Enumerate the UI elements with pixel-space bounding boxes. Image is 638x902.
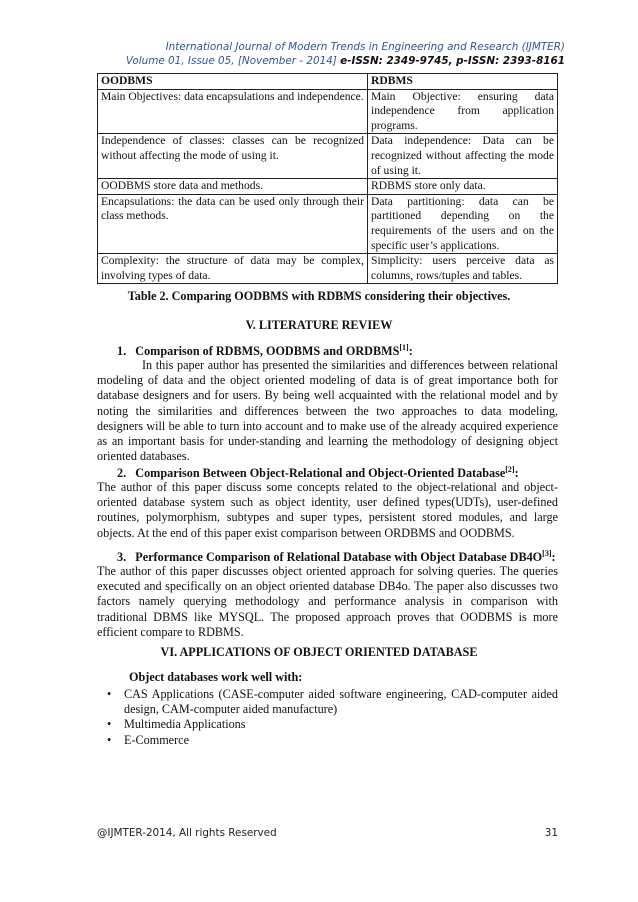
table-row xyxy=(98,254,558,284)
paragraph-1: In this paper author has presented the similarities and differences between relational modeling of data and the object oriented modeling of data is of great importance both for database designers and for users. By being well acquainted with the relational model and by noting the similarities and differences between the two approaches to data modeling, designers will be able to turn into account and to make use of the already acquired experience as an important basis for under-standing and learning the methodology of designing object oriented databases. xyxy=(97,358,558,464)
table-header-rdbms: RDBMS xyxy=(368,74,558,90)
footer-copyright: @IJMTER-2014, All rights Reserved xyxy=(97,827,277,839)
subsection-number: 3. xyxy=(117,550,127,565)
table-cell: Data partitioning: data can be partitioned depending on the requirements of the users and on the specific user’s applications. xyxy=(368,194,558,253)
subsection-heading-1 xyxy=(117,343,413,359)
issn-text: e-ISSN: 2349-9745, p-ISSN: 2393-8161 xyxy=(340,55,565,67)
bullet-icon: • xyxy=(107,732,112,747)
citation-ref: [3] xyxy=(542,549,552,558)
applications-lead: Object databases work well with: xyxy=(129,670,303,684)
list-item xyxy=(97,733,558,748)
table-row xyxy=(98,89,558,134)
section-heading-literature-review: V. LITERATURE REVIEW xyxy=(245,318,393,332)
list-item xyxy=(97,687,558,717)
bullet-icon: • xyxy=(107,687,112,701)
journal-title: International Journal of Modern Trends in Engineering and Research (IJMTER) xyxy=(165,41,565,53)
subsection-colon: : xyxy=(514,466,519,481)
subsection-colon: : xyxy=(408,344,413,359)
page-number: 31 xyxy=(544,827,558,839)
paragraph-3: The author of this paper discusses object oriented approach for solving queries. The queries executed and specifically on an object oriented database DB4o. The paper also discusses two factors namely querying methodology and performance analysis in comparison with traditional DBMS like MYSQL. The proposed approach proves that OODBMS is more efficient compare to RDBMS. xyxy=(97,564,558,639)
table-header-oodbms: OODBMS xyxy=(98,74,368,90)
table-cell: Main Objectives: data encapsulations and independence. xyxy=(98,89,368,134)
list-item xyxy=(97,717,558,732)
paragraph-2: The author of this paper discuss some concepts related to the object-relational and object-oriented database system such as object identity, user defined types(UDTs), user-defined routines, polymorphism, subtypes and super types, persistent stored modules, and large objects. At the end of this paper exist comparison between ORDBMS and OODBMS. xyxy=(97,480,558,540)
table-cell: Independence of classes: classes can be recognized without affecting the mode of using it. xyxy=(98,134,368,179)
list-item-text: Multimedia Applications xyxy=(124,717,246,732)
table-row xyxy=(98,134,558,179)
table-cell: Simplicity: users perceive data as columns, rows/tuples and tables. xyxy=(368,254,558,284)
list-item-text: E-Commerce xyxy=(124,732,189,747)
table-row xyxy=(98,179,558,195)
citation-ref: [2] xyxy=(505,465,515,474)
table-cell: OODBMS store data and methods. xyxy=(98,179,368,195)
journal-issue-line xyxy=(126,54,565,68)
subsection-heading-3 xyxy=(117,549,556,565)
subsection-number: 1. xyxy=(117,344,127,359)
subsection-colon: : xyxy=(551,550,556,565)
section-heading-applications: VI. APPLICATIONS OF OBJECT ORIENTED DATABASE xyxy=(160,645,478,659)
subsection-number: 2. xyxy=(117,466,127,481)
list-item-text: CAS Applications (CASE-computer aided software engineering, CAD-computer aided design, CAM-computer aided manufacture) xyxy=(124,687,558,717)
subsection-heading-2 xyxy=(117,465,519,481)
subsection-title: Comparison of RDBMS, OODBMS and ORDBMS xyxy=(135,344,400,359)
table-row xyxy=(98,194,558,253)
table-cell: RDBMS store only data. xyxy=(368,179,558,195)
table-header-row xyxy=(98,74,558,90)
table-cell: Encapsulations: the data can be used only through their class methods. xyxy=(98,194,368,253)
comparison-table xyxy=(97,73,558,284)
applications-list xyxy=(97,687,558,748)
issue-text: Volume 01, Issue 05, [November - 2014] xyxy=(125,55,337,67)
subsection-title: Performance Comparison of Relational Database with Object Database DB4O xyxy=(135,550,543,565)
table-caption: Table 2. Comparing OODBMS with RDBMS considering their objectives. xyxy=(127,289,511,303)
table-cell: Data independence: Data can be recognized without affecting the mode of using it. xyxy=(368,134,558,179)
table-cell: Complexity: the structure of data may be complex, involving types of data. xyxy=(98,254,368,284)
citation-ref: [1] xyxy=(399,343,409,352)
subsection-title: Comparison Between Object-Relational and Object-Oriented Database xyxy=(135,466,506,481)
bullet-icon: • xyxy=(107,717,112,732)
table-cell: Main Objective: ensuring data independence from application programs. xyxy=(368,89,558,134)
